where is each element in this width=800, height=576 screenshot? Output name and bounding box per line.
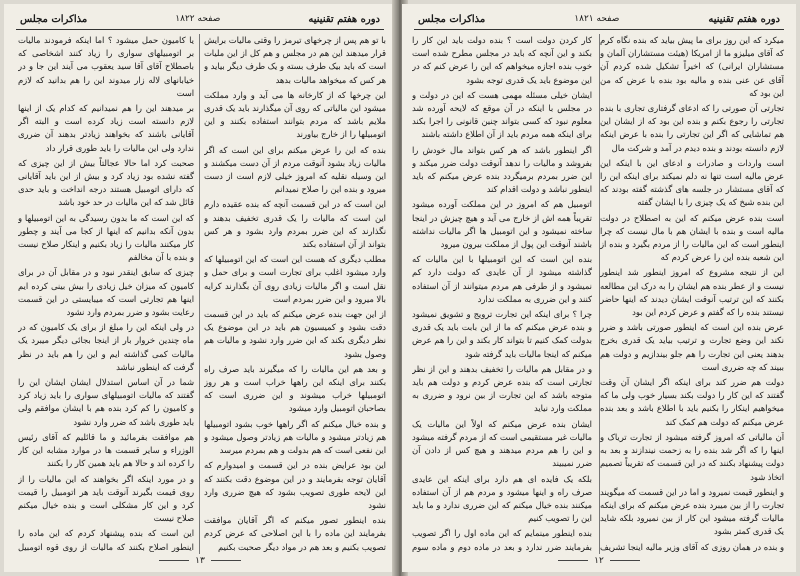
paragraph: بر میدهند این را هم نمیدانیم که کدام یک از اینها لازم دانسته است زیاد کرده است و البته اگر آقایانی باشند که بخواهند زیادتر بدهند آن ضرری ندارد ولی این مالیات را باید طوری قرار داد (18, 103, 194, 153)
left-header-rule (16, 29, 384, 30)
footer-dash (558, 560, 588, 561)
paragraph: و بنده خیال میکنم که اگر راهها خوب بشود اتومبیلها هم زیادتر میشود و مالیات هم زیادتر وصول میشود و این نفعی است که هم بدولت و هم بمردم میرسد (204, 418, 386, 456)
right-page-header (418, 12, 780, 26)
paragraph: دولت هم ضرر کند برای اینکه اگر ایشان آن وقت گفتند که این کار را دولت بکند بسیار خوب ولی ما که میخواهیم اینکار را بکنیم باید با اطلاع باشد و بعد بنده عرض میکنم که دولت هم کمک کند (600, 377, 784, 427)
paragraph: در ولی اینکه این را مبلغ از برای یک کامیون که در ماه چندین خروار بار از اینجا بجائی دیگر میبرد یک مالیات کمی گذاشته ایم و این را هم باید در نظر گرفت که اینطور نباشد (18, 322, 194, 372)
footer-dash (610, 560, 640, 561)
paragraph: از این جهت بنده عرض میکنم که باید در این قسمت دقت بشود و کمیسیون هم باید در این موضوع یک نظر دیگری بکند که این ضرر وارد نشود و مالیات هم وصول بشود (204, 309, 386, 359)
right-page-left-column (412, 34, 592, 552)
left-page-title: مذاکرات مجلس (20, 13, 88, 25)
paragraph: آن مالیاتی که امروز گرفته میشود از تجارت تریاک و اینها را که اگر شد بنده را به زحمت نیندازند و بعد به دولت پیشنهاد بکنند که در این قسمت که تقریباً تصمیم اتخاذ شود (600, 431, 784, 482)
paragraph: ایشان خیلی مسئله مهمی هست که این در دولت و در مجلس با اینکه در آن موقع که لایحه آورده شد معلوم نبود که کسی بتواند چنین قانونی را اجرا بکند برای اینکه همه مردم باید از آن اطلاع داشته باشند (412, 89, 592, 140)
paragraph: تجارتی آن صورتی را که ادعای گرفتاری تجاری با بنده تجارتی را رجوع بکنم و بنده این بود که از ایشان این هم تماشایی که اگر این تجارتی را بنده با عرض اینکه لازم دانسته بودند و بنده دیدم در آمد و شرکت مال (600, 103, 784, 153)
paragraph: و بنده در همان روزی که آقای وزیر مالیه اینجا تشریف (600, 541, 784, 552)
left-column-divider (199, 34, 200, 554)
paragraph: که این است که ما بدون رسیدگی به این اتومبیلها و بدون آنکه بدانیم که اینها از کجا می آیند و چطور کار میکنند مالیات را زیاد بکنیم و اینکار صلاح نیست و بنده با آن مخالفم (18, 212, 194, 263)
right-page (402, 4, 796, 572)
right-header-rule (414, 29, 784, 30)
right-page-number: ۱۲ (594, 556, 604, 566)
paragraph: هم موافقت بفرمائید و ما قائلیم که آقای رئیس الوزراء و سایر قسمت ها در موارد مشابه این کار را کرده اند و حالا هم باید همین کار را بکنند (18, 431, 194, 469)
paragraph: و بعد هم این مالیات را که میگیرند باید صرف راه بکنند برای اینکه این راهها خراب است و هر روز اتومبیلها خراب میشوند و این ضرری است که بصاحبان اتومبیل وارد میشود (204, 363, 386, 414)
paragraph: و اینطور قیمت نمیرود و اما در این قسمت که میگویند تجارت را از بین میبرد بنده عرض میکنم که برای اینکه مالیات گرفته میشود این کار از بین نمیرود بلکه شاید یک قدری کمتر بشود (600, 486, 784, 537)
paragraph: بنده این است که این اتومبیلها با این مالیات که گذاشته میشود از آن عایدی که دولت دارد کم نمیشود و از طرفی هم مردم میتوانند از آن استفاده کنند و این ضرری به مملکت ندارد (412, 254, 592, 304)
paragraph: چرا ؟ برای اینکه این تجارت ترویج و تشویق نمیشود و بنده عرض میکنم که ما از این بابت باید یک قدری بدولت کمک کنیم تا بتواند کار بکند و این را هم عرض میکنم که اینجا مالیات باید گرفته شود (412, 309, 592, 359)
paragraph: است واردات و صادرات و ادعای این با اینکه این عرض مالیه است تنها نه دلم نمیکند برای اینکه این را که آقای مستشار در جلسه های گذشته گفته بودند که این بنده شیخ که یک چیزی را با ایشان گفته (600, 157, 784, 208)
paragraph: این چرخها که از کارخانه ها می آید و وارد مملکت میشود این مالیاتی که روی آن میگذارند باید یک قدری ملایم باشد که مردم بتوانند استفاده بکنند و این اتومبیلها را از خارج بیاورند (204, 89, 386, 140)
paragraph: کار کردن دولت است ؟ بنده دولت باید این کار را بکند و این آنچه که باید در مجلس مطرح شده است خوب بنده اجازه میخواهم که این را عرض کنم که در این موضوع باید یک قدری توجه بشود (412, 35, 592, 85)
paragraph: اتومبیل هم که امروز در این مملکت آورده میشود تقریباً همه اش از خارج می آید و هیچ چیزش در اینجا ساخته نمیشود و این اتومبیل ها اگر مالیات نداشته باشند آنوقت این پول از مملکت بیرون میرود (412, 199, 592, 250)
paragraph: صحبت کرد اما حالا عجالتاً بیش از این چیزی که گفته نشده بود زیاد کرد و بیش از این باید آقایانی که دارای اتومبیل هستند درجه انداخت و باید حدی قائل شد که این مالیات در حد خود باشد (18, 157, 194, 208)
paragraph: است بنده عرض میکنم که این به اصطلاح در دولت مالیه است و بنده با ایشان هم با مال نیست که چرا اینطور است که این مالیات را از مردم بگیرد و بنده از این شعبه بنده این را عرض کردم که (600, 212, 784, 263)
right-page-right-column (600, 34, 784, 552)
paragraph: شما در آن اساس استدلال ایشان ایشان این را گفتند که مالیات اتومبیلهای سواری را باید زیاد کرد و کامیون را کم کرد بنده هم با ایشان موافقم ولی باید طوری باشد که ضرر وارد نشود (18, 377, 194, 427)
paragraph: این است که در این قسمت آنچه که بنده عقیده دارم این است که مالیات را یک قدری تخفیف بدهند و نگذارند که این ضرر بمردم وارد بشود و هر کس بتواند از آن استفاده بکند (204, 199, 386, 250)
paragraph: و در مقابل هم مالیات را تخفیف بدهند و این از نظر تجارتی است که بنده عرض کردم و دولت هم باید متوجه باشد که این تجارت از بین نرود و ضرری به مملکت وارد نیاید (412, 363, 592, 414)
right-page-footer (402, 556, 796, 566)
left-page-number: ۱۳ (195, 556, 205, 566)
left-page-session: دوره هفتم تقنینیه (308, 13, 380, 25)
footer-dash (211, 560, 241, 561)
footer-dash (159, 560, 189, 561)
left-page-right-column (204, 34, 386, 552)
paragraph: بنده اینطور تصور میکنم که اگر آقایان موافقت بفرمایند این ماده را با این اصلاحی که عرض کردم تصویب بکنیم و بعد هم در مواد دیگر صحبت بکنیم (204, 515, 386, 552)
left-page-left-column (18, 34, 194, 552)
paragraph: و در مورد اینکه اگر بخواهند که این مالیات را از روی قیمت بگیرند آنوقت باید هر اتومبیل را قیمت کرد و این کار مشکلی است و بنده خیال میکنم صلاح نیست (18, 473, 194, 524)
paragraph: یا کامیون حمل میشود ؟ اما اینکه فرمودند مالیات بر اتومبیلهای سواری را زیاد کنند اشخاصی که باصطلاح آقای آقا سید یعقوب می آیند این جا و در خیابانهای لاله زار میدوند این را هم بدانید که لازم است (18, 35, 194, 98)
right-page-session: دوره هفتم تقنینیه (708, 13, 780, 25)
left-page-header (20, 12, 380, 26)
right-column-divider (599, 34, 600, 554)
paragraph: میکرد که این روز برای ما پیش بیاید که بنده نگاه کرم که آقای میلیزو ما از امریکا (هیئت مستشاران آلمان و مستشاران ایرانی) که اخیراً تشکیل شده کردم آن آقای عن عنی بنده و مالیه بود بنده با عرض که من این بود که (600, 35, 784, 98)
paragraph: با تو هم پس از چرخهای تیرمز را وقتی مالیات برایش قرار میدهند این هم در مجلس و هم کل از این ملیات است که باید بیک طرف بسته و یک طرف دیگر بیاید و هر کس که میخواهد مالیات بدهد (204, 35, 386, 85)
paragraph: این بود عرایض بنده در این قسمت و امیدوارم که آقایان توجه بفرمایند و در این موضوع دقت بکنند که این لایحه طوری تصویب بشود که هیچ ضرری وارد نشود (204, 460, 386, 510)
left-page (4, 4, 396, 572)
paragraph: این از نتیجه مشروع که امروز اینطور شد اینطور نیست و از عطر بنده هم ایشان را به درک این مطالعه بکنند که این ترتیب آنوقت ایشان دیدند که اینها حاضر نیستند بنده را که گفتم و عرض کردم این بود (600, 267, 784, 318)
left-page-footer (4, 556, 396, 566)
paragraph: عرض بنده این است که اینطور صورتی باشد و ضرر نکند این وضع تجارت و ترتیب بیاید یک قدری بخرج بدهند یعنی این تجارت را هم جلو بیندازیم و دولت هم ببیند که چه ضرری است (600, 322, 784, 372)
paragraph: بنده اینطور مینمایم که این ماده اول را اگر تصویب بفرمایند ضرر ندارد و بعد در ماده دوم و ماده سوم (412, 528, 592, 552)
right-page-number-label: صفحه ۱۸۲۱ (574, 14, 620, 24)
paragraph: این است که بنده پیشنهاد کردم که این ماده را اینطور اصلاح بکنند که مالیات از روی قوه اتومبیل (18, 528, 194, 552)
paragraph: ایشان بنده عرض میکنم که اولاً این مالیات یک مالیات غیر مستقیمی است که از مردم گرفته میشود و این را هم مردم میدهند و هیچ کس از دادن آن ضرر نمیبیند (412, 418, 592, 469)
left-page-number-label: صفحه ۱۸۲۲ (175, 14, 221, 24)
paragraph: چیزی که سابق اینقدر نبود و در مقابل آن در برای کامیون که میزان خیل زیادی را بیش بینی کرده ایم اینها هم تجارتی است که میبایستی در این قسمت رعایت بشود و ضرر بمردم وارد نشود (18, 267, 194, 318)
paragraph: اگر اینطور باشد که هر کس بتواند مال خودش را بفروشد و مالیات را ندهد آنوقت دولت ضرر میکند و این ضرر بمردم برمیگردد بنده عرض میکنم که باید اینطور نباشد و دولت اقدام کند (412, 144, 592, 195)
paragraph: مطلب دیگری که هست این است که این اتومبیلها که وارد میشود اغلب برای تجارت است و برای حمل و نقل است و اگر مالیات زیادی روی آن بگذارند کرایه بالا میرود و این ضرر بمردم است (204, 254, 386, 304)
paragraph: بلکه یک فایده ای هم دارد برای اینکه این عایدی صرف راه و اینها میشود و مردم هم از آن استفاده میکنند بنده خیال میکنم که این ضرری ندارد و ما باید این را تصویب کنیم (412, 473, 592, 524)
paragraph: بنده که این را عرض میکنم برای این است که اگر مالیات زیاد بشود آنوقت مردم از آن دست میکشند و این وسیله نقلیه که امروز خیلی لازم است از دست میرود و بنده این را صلاح نمیدانم (204, 144, 386, 195)
right-page-title: مذاکرات مجلس (418, 13, 486, 25)
